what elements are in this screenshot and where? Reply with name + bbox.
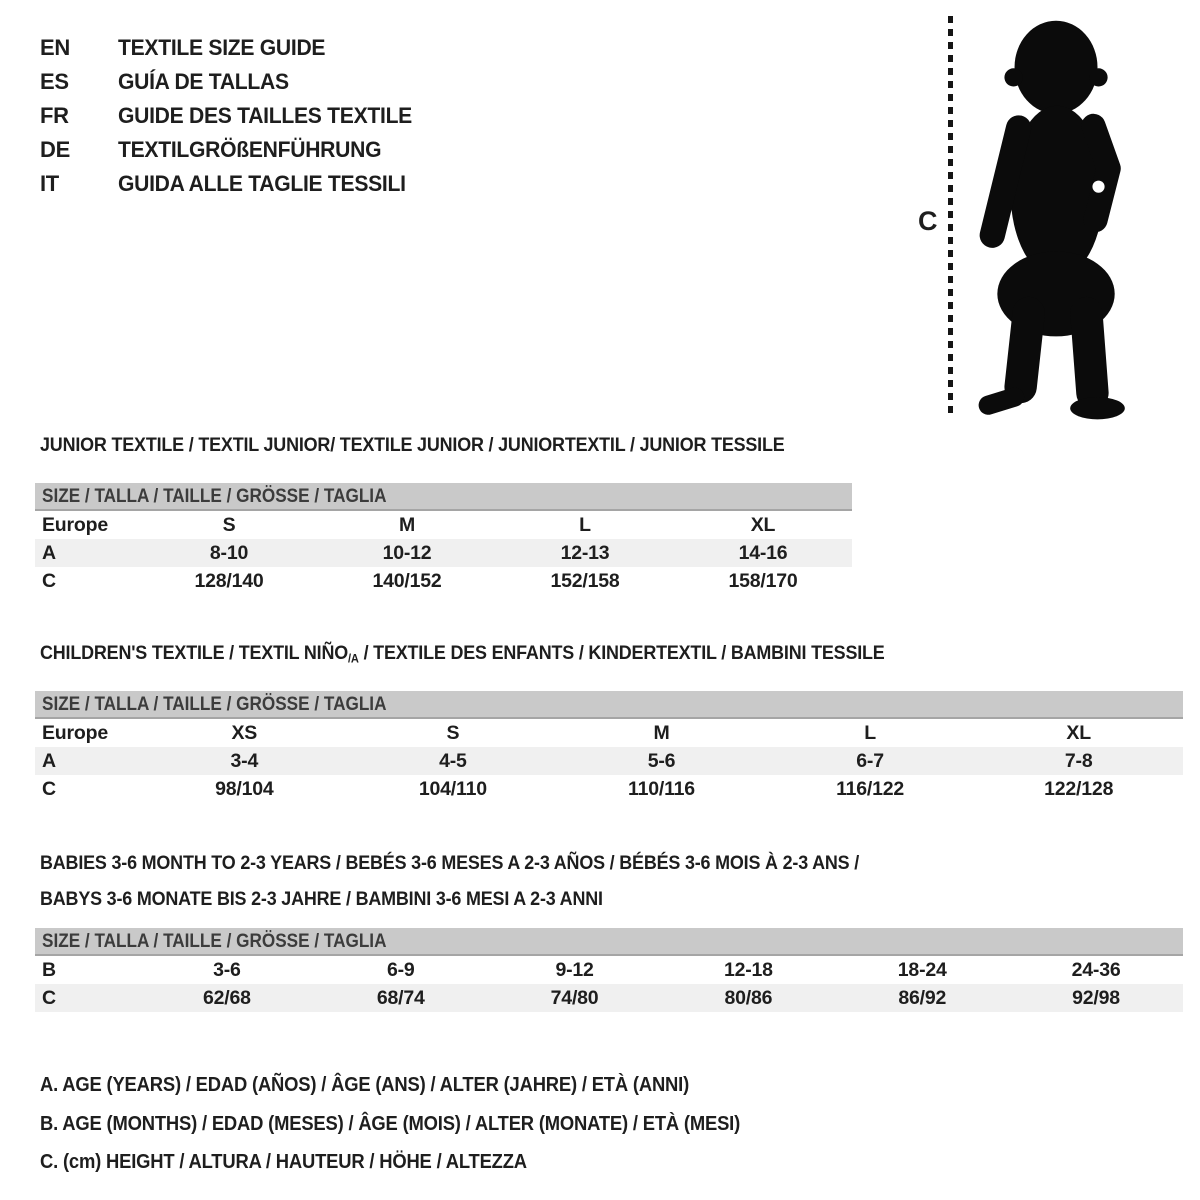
- age-cell: 5-6: [647, 749, 676, 772]
- babies-section-title-line1: BABIES 3-6 MONTH TO 2-3 YEARS / BEBÉS 3-6 MESES A 2-3 AÑOS / BÉBÉS 3-6 MOIS À 2-3 ANS /: [40, 852, 860, 874]
- language-title: TEXTILGRÖßENFÜHRUNG: [118, 137, 382, 162]
- age-cell: 9-12: [555, 958, 594, 981]
- row-label: C: [42, 569, 56, 592]
- legend-line-a: A. AGE (YEARS) / EDAD (AÑOS) / ÂGE (ANS) / ALTER (JAHRE) / ETÀ (ANNI): [40, 1074, 690, 1096]
- age-cell: 6-7: [856, 749, 884, 772]
- height-cell: 68/74: [376, 986, 425, 1009]
- age-cell: 4-5: [439, 749, 467, 772]
- height-measure-label: C: [918, 206, 938, 236]
- height-cell: 128/140: [194, 569, 264, 592]
- height-cell: 110/116: [628, 777, 695, 800]
- age-cell: 14-16: [738, 541, 788, 564]
- language-title: GUIDE DES TAILLES TEXTILE: [118, 103, 412, 128]
- table-row-age-months: [35, 956, 1183, 984]
- age-cell: 6-9: [386, 958, 415, 981]
- toddler-figure: [900, 0, 1200, 432]
- table-row-age: [35, 747, 1183, 775]
- size-cell: XL: [750, 513, 776, 536]
- language-row-en: [40, 31, 424, 65]
- language-row-fr: [40, 99, 424, 133]
- height-cell: 140/152: [372, 569, 442, 592]
- children-size-table: [35, 691, 1183, 803]
- size-cell: L: [579, 513, 591, 536]
- junior-section-title: JUNIOR TEXTILE / TEXTIL JUNIOR/ TEXTILE JUNIOR / JUNIORTEXTIL / JUNIOR TESSILE: [40, 434, 785, 456]
- height-cell: 122/128: [1044, 777, 1114, 800]
- language-row-es: [40, 65, 424, 99]
- height-cell: 158/170: [728, 569, 798, 592]
- size-cell: M: [398, 513, 416, 536]
- age-cell: 7-8: [1064, 749, 1093, 772]
- language-code: FR: [40, 103, 69, 128]
- children-section-title: [40, 642, 885, 665]
- legend-line-c: C. (cm) HEIGHT / ALTURA / HAUTEUR / HÖHE / ALTEZZA: [40, 1151, 527, 1173]
- size-cell: L: [864, 721, 876, 744]
- row-label: A: [42, 749, 56, 772]
- size-header-bar: [35, 691, 1183, 719]
- age-cell: 8-10: [209, 541, 249, 564]
- age-cell: 12-18: [723, 958, 773, 981]
- age-cell: 18-24: [897, 958, 947, 981]
- height-cell: 74/80: [550, 986, 599, 1009]
- age-cell: 12-13: [560, 541, 610, 564]
- height-cell: 62/68: [203, 986, 251, 1009]
- height-measure-dotted-line: [948, 16, 953, 418]
- language-row-de: [40, 133, 424, 167]
- table-row-age: [35, 539, 852, 567]
- language-code: IT: [40, 171, 59, 196]
- row-label: C: [42, 777, 56, 800]
- size-cell: XS: [231, 721, 258, 744]
- size-cell: M: [653, 721, 670, 744]
- row-label: B: [42, 958, 56, 981]
- size-header-text: SIZE / TALLA / TAILLE / GRÖSSE / TAGLIA: [42, 929, 387, 952]
- babies-size-table: [35, 928, 1183, 1012]
- junior-size-table: [35, 483, 852, 595]
- height-cell: 104/110: [418, 777, 487, 800]
- table-row-europe: [35, 511, 852, 539]
- table-row-height: [35, 567, 852, 595]
- size-cell: S: [446, 721, 460, 744]
- row-label: Europe: [42, 513, 108, 536]
- children-title-text: CHILDREN'S TEXTILE / TEXTIL NIÑO: [40, 642, 349, 664]
- height-cell: 152/158: [550, 569, 620, 592]
- age-cell: 10-12: [382, 541, 432, 564]
- language-title: GUÍA DE TALLAS: [118, 69, 289, 94]
- babies-section-title-line2: BABYS 3-6 MONATE BIS 2-3 JAHRE / BAMBINI 3-6 MESI A 2-3 ANNI: [40, 888, 603, 910]
- height-cell: 80/86: [724, 986, 773, 1009]
- size-header-text: SIZE / TALLA / TAILLE / GRÖSSE / TAGLIA: [42, 692, 387, 715]
- row-label: A: [42, 541, 56, 564]
- size-cell: S: [222, 513, 236, 536]
- table-row-europe: [35, 719, 1183, 747]
- language-code: ES: [40, 69, 69, 94]
- size-header-bar: [35, 928, 1183, 956]
- language-title: TEXTILE SIZE GUIDE: [118, 35, 326, 60]
- height-cell: 92/98: [1072, 986, 1120, 1009]
- height-cell: 98/104: [215, 777, 274, 800]
- age-cell: 3-4: [230, 749, 259, 772]
- language-code: DE: [40, 137, 70, 162]
- age-cell: 24-36: [1071, 958, 1121, 981]
- language-code: EN: [40, 35, 70, 60]
- children-title-text: / TEXTILE DES ENFANTS / KINDERTEXTIL / BAMBINI TESSILE: [358, 642, 885, 664]
- table-row-height: [35, 984, 1183, 1012]
- size-cell: XL: [1066, 721, 1091, 744]
- table-row-height: [35, 775, 1183, 803]
- children-title-subscript: /A: [348, 651, 359, 666]
- toddler-silhouette-icon: [968, 14, 1140, 420]
- height-cell: 86/92: [898, 986, 947, 1009]
- size-header-text: SIZE / TALLA / TAILLE / GRÖSSE / TAGLIA: [42, 484, 387, 507]
- language-row-it: [40, 167, 424, 201]
- legend-line-b: B. AGE (MONTHS) / EDAD (MESES) / ÂGE (MOIS) / ALTER (MONATE) / ETÀ (MESI): [40, 1112, 741, 1135]
- measurement-legend: [40, 1066, 801, 1182]
- language-title: GUIDA ALLE TAGLIE TESSILI: [118, 171, 406, 196]
- age-cell: 3-6: [213, 958, 241, 981]
- row-label: C: [42, 986, 56, 1009]
- height-cell: 116/122: [836, 777, 905, 800]
- row-label: Europe: [42, 721, 108, 744]
- size-header-bar: [35, 483, 852, 511]
- language-header: [40, 31, 424, 201]
